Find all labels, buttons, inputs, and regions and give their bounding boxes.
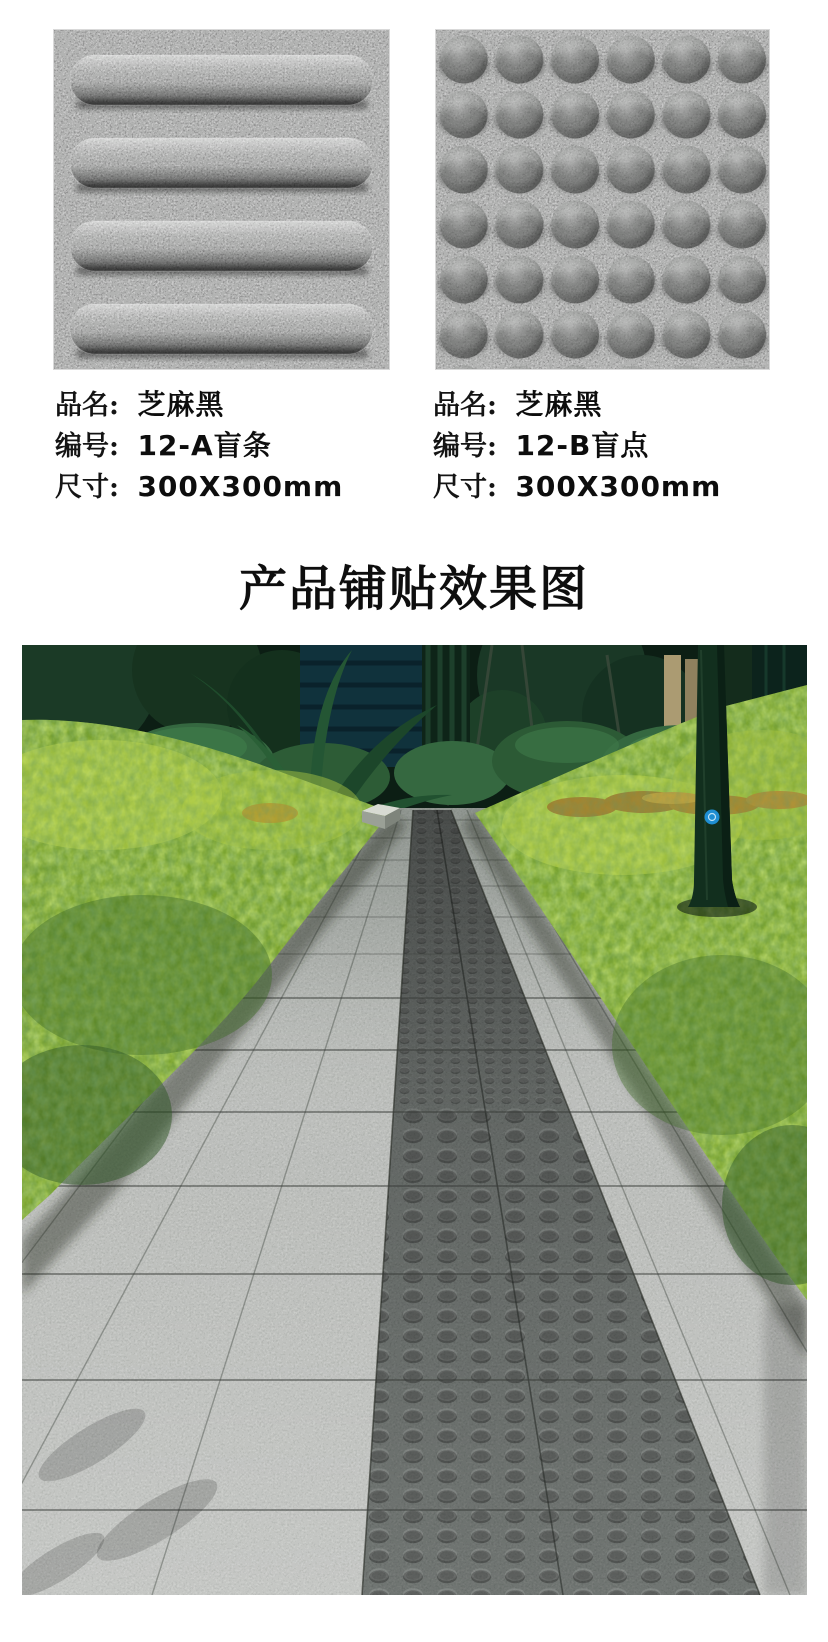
- tactile-dots: [436, 30, 769, 369]
- spec-line-code: [433, 425, 721, 466]
- spec-label: 品名:: [433, 390, 497, 421]
- spec-line-name: [55, 384, 343, 425]
- product-photo-bar-tile: [53, 29, 390, 370]
- spec-label: 编号:: [433, 431, 497, 462]
- spec-line-code: [55, 425, 343, 466]
- spec-value: 300X300mm: [137, 470, 344, 503]
- spec-label: 品名:: [55, 390, 119, 421]
- product-photo-dot-tile: [435, 29, 770, 370]
- spec-value: 12-A盲条: [137, 429, 272, 462]
- pole-badge: [705, 810, 720, 825]
- spec-value: 12-B盲点: [515, 429, 650, 462]
- spec-block-dot-tile: [433, 384, 721, 507]
- spec-value: 芝麻黑: [137, 388, 225, 421]
- spec-value: 芝麻黑: [515, 388, 603, 421]
- spec-value: 300X300mm: [515, 470, 722, 503]
- bar-tile-graphic: [54, 30, 389, 369]
- section-title: 产品铺贴效果图: [238, 561, 589, 617]
- spec-label: 尺寸:: [55, 472, 119, 503]
- dot-tile-graphic: [436, 30, 769, 369]
- spec-line-size: [433, 466, 721, 507]
- spec-block-bar-tile: [55, 384, 343, 507]
- spec-label: 尺寸:: [433, 472, 497, 503]
- spec-line-size: [55, 466, 343, 507]
- spec-label: 编号:: [55, 431, 119, 462]
- walkway-scene: [22, 645, 807, 1595]
- walkway-effect-photo: [22, 645, 807, 1595]
- spec-line-name: [433, 384, 721, 425]
